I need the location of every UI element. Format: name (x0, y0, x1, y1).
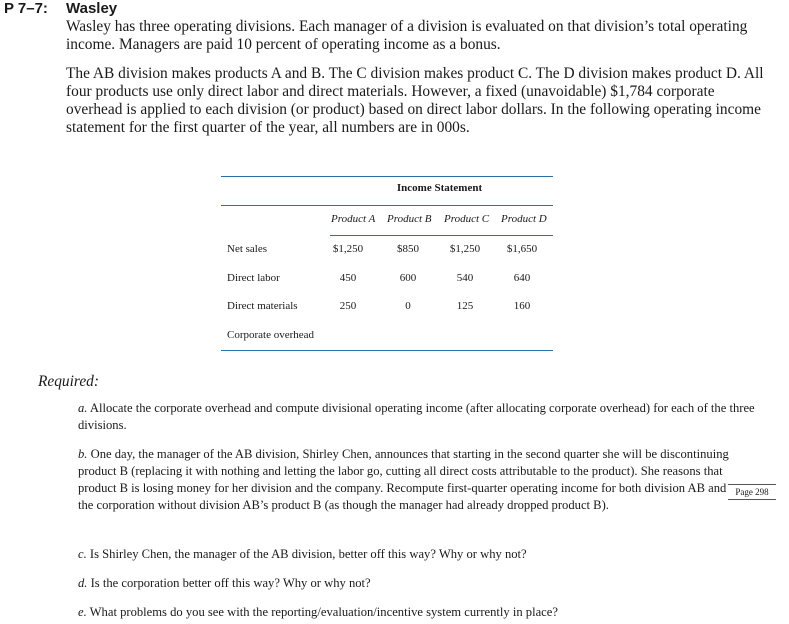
table-header-rule (330, 235, 553, 236)
column-header-product-c: Product C (444, 213, 490, 225)
row-label-corporate-overhead: Corporate overhead (227, 329, 315, 341)
required-heading: Required: (38, 373, 99, 390)
intro-paragraph: Wasley has three operating divisions. Each manager of a division is evaluated on that division’s total operating income. Managers are paid 10 percent of operating income as a bonus. (66, 18, 748, 53)
table-cell: 250 (339, 300, 357, 312)
table-cell: 0 (405, 300, 411, 312)
table-cell: 600 (399, 272, 417, 284)
required-item-text: Is Shirley Chen, the manager of the AB division, better off this way? Why or why not? (89, 547, 527, 561)
row-label-direct-labor: Direct labor (227, 272, 280, 284)
table-cell: 640 (513, 272, 531, 284)
required-item-text: Is the corporation better off this way? Why or why not? (90, 576, 371, 590)
table-cell: 450 (339, 272, 357, 284)
table-cell: $1,250 (449, 243, 481, 255)
table-title-rule (221, 205, 553, 206)
problem-title: Wasley (66, 0, 118, 17)
page-reference: Page 298 (728, 484, 776, 500)
table-cell: $1,250 (332, 243, 364, 255)
table-cell: $850 (397, 243, 419, 255)
required-item-text: Allocate the corporate overhead and compute divisional operating income (after allocating corporate overhead) for each of the three divisions. (78, 401, 755, 432)
required-item-b (78, 446, 738, 514)
required-item-e (78, 604, 778, 621)
required-item-letter: d. (78, 576, 88, 590)
table-title: Income Statement (396, 182, 483, 194)
table-top-rule (221, 176, 553, 177)
row-label-net-sales: Net sales (227, 243, 268, 255)
table-cell: $1,650 (506, 243, 538, 255)
required-item-c (78, 546, 778, 563)
column-header-product-a: Product A (331, 213, 376, 225)
required-item-a (78, 400, 778, 434)
required-item-letter: b. (78, 447, 88, 461)
table-cell: 125 (456, 300, 474, 312)
table-cell: 160 (513, 300, 531, 312)
required-item-letter: a. (78, 401, 88, 415)
required-item-letter: e. (78, 605, 87, 619)
details-paragraph: The AB division makes products A and B. The C division makes product C. The D division makes product D. All four products use only direct labor and direct materials. However, a fixed (unavoidable) $1,784 corporate overhead is applied to each division (or product) based on direct labor dollars. In the following operating income statement for the first quarter of the year, all numbers are in 000s. (66, 65, 764, 136)
required-item-letter: c. (78, 547, 87, 561)
table-cell: 540 (456, 272, 474, 284)
column-header-product-b: Product B (387, 213, 432, 225)
required-item-text: What problems do you see with the reporting/evaluation/incentive system currently in place? (89, 605, 558, 619)
required-item-text: One day, the manager of the AB division, Shirley Chen, announces that starting in the second quarter she will be discontinuing product B (replacing it with nothing and letting the labor go, cutting all direct costs attributable to the product). She reasons that product B is losing money for her division and the company. Recompute first-quarter operating income for both division AB and the corporation without division AB’s product B (as though the manager had already dropped product B). (78, 447, 729, 512)
problem-number: P 7–7: (4, 0, 48, 17)
required-item-d (78, 575, 778, 592)
row-label-direct-materials: Direct materials (227, 300, 298, 312)
table-bottom-rule (221, 350, 553, 351)
column-header-product-d: Product D (501, 213, 547, 225)
